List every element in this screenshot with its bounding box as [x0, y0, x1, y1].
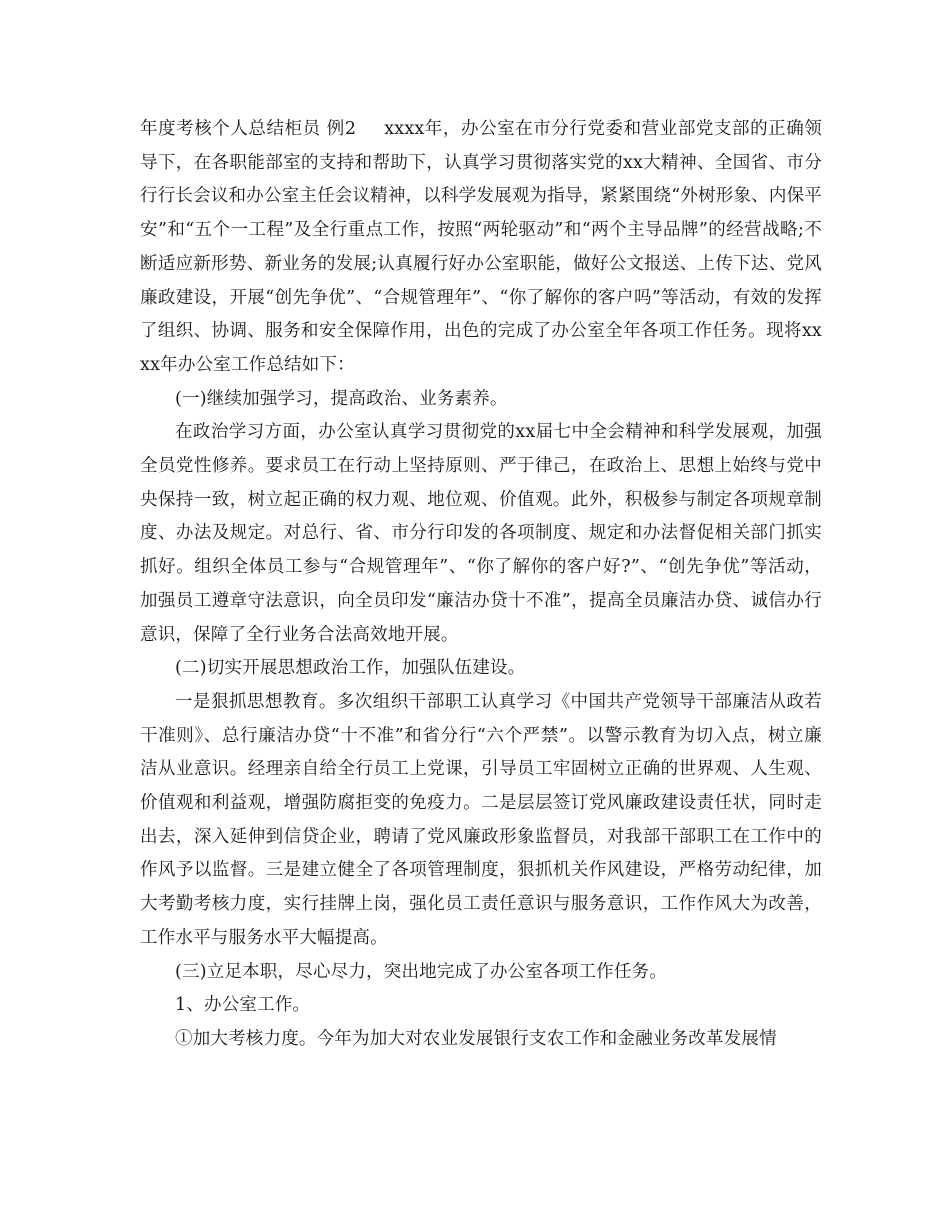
paragraph-ideological-education: 一是狠抓思想教育。多次组织干部职工认真学习《中国共产党领导干部廉洁从政若干准则》、总行廉洁办贷“十不准”和省分行“六个严禁”。以警示教育为切入点，树立廉洁从业意识。经理亲自给全行员工上党课，引导员工牢固树立正确的世界观、人生观、价值观和利益观，增强防腐拒变的免疫力。二是层层签订党风廉政建设责任状，同时走出去，深入延伸到信贷企业，聘请了党风廉政形象监督员，对我部干部职工在工作中的作风予以监督。三是建立健全了各项管理制度，狠抓机关作风建设，严格劳动纪律，加大考勤考核力度，实行挂牌上岗，强化员工责任意识与服务意识，工作作风大为改善，工作水平与服务水平大幅提高。 — [140, 691, 822, 948]
document-title: 年度考核个人总结柜员 例2 — [140, 119, 357, 139]
paragraph-text: xxxx年，办公室在市分行党委和营业部党支部的正确领导下，在各职能部室的支持和帮助下，认真学习贯彻落实党的xx大精神、全国省、市分行行长会议和办公室主任会议精神，以科学发展观为指导，紧紧围绕“外树形象、内保平安”和“五个一工程”及全行重点工作，按照“两轮驱动”和“两个主导品牌”的经营战略;不断适应新形势、新业务的发展;认真履行好办公室职能，做好公文报送、上传下达、党风廉政建设，开展“创先争优”、“合规管理年”、“你了解你的客户吗”等活动，有效的发挥了组织、协调、服务和安全保障作用，出色的完成了办公室全年各项工作任务。现将xxxx年办公室工作总结如下： — [140, 119, 822, 375]
paragraph-assessment: ①加大考核力度。今年为加大对农业发展银行支农工作和金融业务改革发展情 — [175, 1028, 777, 1049]
paragraph-political-study: 在政治学习方面，办公室认真学习贯彻党的xx届七中全会精神和科学发展观，加强全员党性修养。要求员工在行动上坚持原则、严于律己，在政治上、思想上始终与党中央保持一致，树立起正确的权力观、地位观、价值观。此外，积极参与制定各项规章制度、办法及规定。对总行、省、市分行印发的各项制度、规定和办法督促相关部门抓实抓好。组织全体员工参与“合规管理年”、“你了解你的客户好?”、“创先争优”等活动，加强员工遵章守法意识，向全员印发“廉洁办贷十不准”，提高全员廉洁办贷、诚信办行意识，保障了全行业务合法高效地开展。 — [140, 422, 822, 645]
section-heading-3: (三)立足本职，尽心尽力，突出地完成了办公室各项工作任务。 — [175, 961, 667, 982]
document-page — [140, 113, 822, 1057]
subsection-heading-office-work: 1、办公室工作。 — [175, 995, 311, 1016]
section-heading-1: (一)继续加强学习，提高政治、业务素养。 — [175, 388, 508, 409]
section-heading-2: (二)切实开展思想政治工作，加强队伍建设。 — [175, 658, 526, 679]
paragraph-intro — [140, 113, 822, 383]
